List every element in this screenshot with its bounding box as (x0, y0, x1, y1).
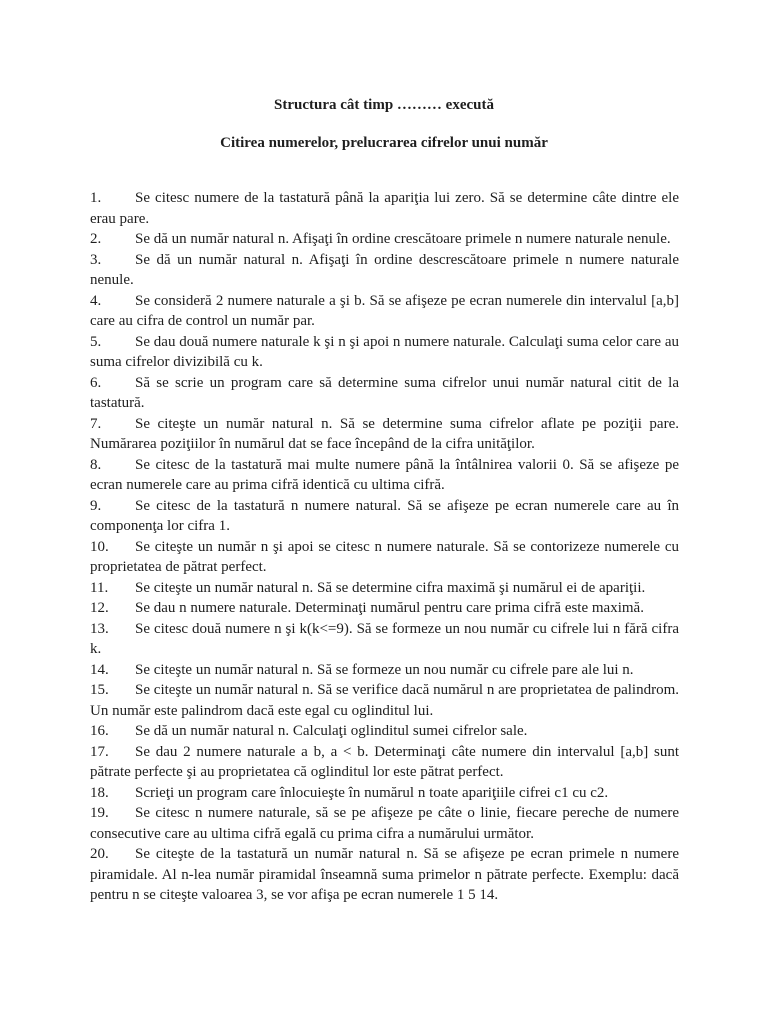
exercise-item-20 (90, 844, 679, 906)
exercise-text: Se dă un număr natural n. Afişaţi în ordine crescătoare primele n numere naturale nenule. (135, 231, 671, 247)
exercise-text: Se consideră 2 numere naturale a şi b. Să se afişeze pe ecran numerele din intervalul [a,b] care au cifra de control un număr par. (90, 292, 679, 329)
exercise-number: 14. (90, 661, 109, 678)
exercise-text: Scrieţi un program care înlocuieşte în numărul n toate apariţiile cifrei c1 cu c2. (135, 784, 609, 801)
page-title: Structura cât timp ……… execută (274, 97, 494, 113)
exercise-number: 5. (90, 333, 102, 350)
exercise-text: Se citesc două numere n şi k(k<=9). Să se formeze un nou număr cu cifrele lui n fără cifra k. (90, 620, 679, 657)
exercise-number: 13. (90, 620, 109, 637)
exercise-text: Se citeşte de la tastatură un număr natural n. Să se afişeze pe ecran primele n numere piramidale. Al n-lea număr piramidal înseamnă suma primelor n pătrate perfecte. Exemplu: dacă pentru n se citeşte valoarea 3, se vor afişa pe ecran numerele 1 5 14. (90, 846, 679, 903)
exercise-item-17 (90, 742, 679, 783)
exercise-text: Se citeşte un număr natural n. Să se formeze un nou număr cu cifrele pare ale lui n. (135, 661, 634, 678)
exercise-text: Se dau 2 numere naturale a b, a < b. Determinaţi câte numere din intervalul [a,b] sunt pătrate perfecte şi au proprietatea că oglinditul lor este pătrat perfect. (90, 743, 679, 780)
exercise-item-7 (90, 414, 679, 455)
exercise-number: 17. (90, 743, 109, 760)
page-subtitle: Citirea numerelor, prelucrarea cifrelor unui număr (220, 135, 548, 151)
exercise-text: Se dă un număr natural n. Afişaţi în ordine descrescătoare primele n numere naturale nenule. (90, 251, 679, 288)
exercise-item-13 (90, 619, 679, 660)
exercise-item-2 (90, 229, 679, 250)
exercise-text: Se dau două numere naturale k şi n şi apoi n numere naturale. Calculaţi suma celor care au suma cifrelor divizibilă cu k. (90, 333, 679, 370)
exercise-number: 15. (90, 682, 109, 698)
exercise-number: 16. (90, 723, 109, 739)
exercise-item-15 (90, 680, 679, 721)
exercise-text: Se citesc de la tastatură mai multe numere până la întâlnirea valorii 0. Să se afişeze pe ecran numerele care au prima cifră identică cu ultima cifră. (90, 456, 679, 493)
exercise-item-9 (90, 496, 679, 537)
exercise-item-3 (90, 250, 679, 291)
exercise-list (90, 188, 679, 906)
exercise-item-18 (90, 783, 679, 804)
exercise-number: 20. (90, 846, 109, 862)
exercise-text: Se citeşte un număr n şi apoi se citesc n numere naturale. Să se contorizeze numerele cu proprietatea de pătrat perfect. (90, 538, 679, 575)
exercise-number: 8. (90, 456, 102, 473)
exercise-item-8 (90, 455, 679, 496)
exercise-item-4 (90, 291, 679, 332)
exercise-number: 7. (90, 415, 102, 432)
exercise-item-19 (90, 803, 679, 844)
exercise-item-16 (90, 721, 679, 742)
exercise-item-11 (90, 578, 679, 599)
exercise-item-1 (90, 188, 679, 229)
exercise-text: Să se scrie un program care să determine suma cifrelor unui număr natural citit de la tastatură. (90, 374, 679, 411)
exercise-item-10 (90, 537, 679, 578)
exercise-text: Se citeşte un număr natural n. Să se determine suma cifrelor aflate pe poziţii pare. Numărarea poziţiilor în numărul dat se face începând de la cifra unităţilor. (90, 415, 679, 452)
exercise-number: 3. (90, 251, 102, 268)
exercise-text: Se citeşte un număr natural n. Să se determine cifra maximă şi numărul ei de apariţii. (135, 579, 646, 596)
exercise-number: 2. (90, 231, 102, 247)
exercise-number: 9. (90, 497, 102, 514)
exercise-text: Se citeşte un număr natural n. Să se verifice dacă numărul n are proprietatea de palindrom. Un număr este palindrom dacă este egal cu oglinditul lui. (90, 682, 679, 719)
exercise-text: Se dau n numere naturale. Determinaţi numărul pentru care prima cifră este maximă. (135, 600, 644, 616)
exercise-number: 12. (90, 600, 109, 616)
exercise-item-5 (90, 332, 679, 373)
exercise-item-12 (90, 598, 679, 619)
exercise-item-6 (90, 373, 679, 414)
exercise-text: Se citesc de la tastatură n numere natural. Să se afişeze pe ecran numerele care au în componenţa lor cifra 1. (90, 497, 679, 534)
exercise-text: Se dă un număr natural n. Calculaţi oglinditul sumei cifrelor sale. (135, 723, 528, 739)
exercise-text: Se citesc n numere naturale, să se pe afişeze pe câte o linie, fiecare pereche de numere consecutive care au ultima cifră egală cu prima cifra a numărului următor. (90, 805, 679, 842)
exercise-number: 6. (90, 374, 102, 391)
exercise-number: 19. (90, 805, 109, 821)
exercise-number: 1. (90, 190, 102, 206)
exercise-text: Se citesc numere de la tastatură până la apariţia lui zero. Să se determine câte dintre ele erau pare. (90, 190, 679, 227)
exercise-item-14 (90, 660, 679, 681)
exercise-number: 4. (90, 292, 102, 309)
exercise-number: 18. (90, 784, 109, 801)
exercise-number: 11. (90, 579, 109, 596)
exercise-number: 10. (90, 538, 109, 555)
